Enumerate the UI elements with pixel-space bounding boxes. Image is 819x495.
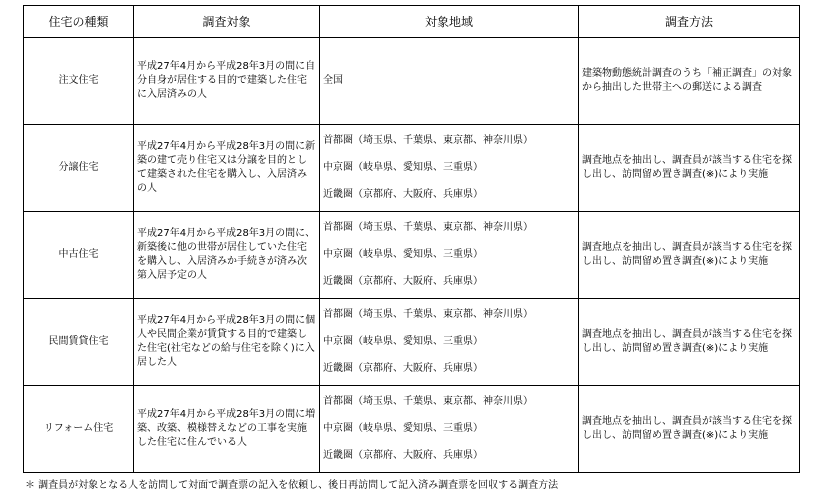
area-line: 中京圏（岐阜県、愛知県、三重県） (323, 423, 483, 434)
footnote: ＊ 調査員が対象となる人を訪問して対面で調査票の記入を依頼し、後日再訪問して記入済み調査票を回収する調査方法 (25, 480, 559, 491)
header-survey-target: 調査対象 (134, 6, 320, 38)
area-line: 中京圏（岐阜県、愛知県、三重県） (323, 336, 483, 347)
housing-type-cell: 中古住宅 (24, 212, 134, 299)
area-line: 中京圏（岐阜県、愛知県、三重県） (323, 249, 483, 260)
housing-type-cell: 分譲住宅 (24, 125, 134, 212)
survey-method-cell: 建築物動態統計調査のうち「補正調査」の対象から抽出した世帯主への郵送による調査 (579, 38, 800, 125)
survey-table (23, 5, 800, 473)
area-line: 近畿圏（京都府、大阪府、兵庫県） (323, 450, 483, 461)
survey-target-cell: 平成27年4月から平成28年3月の間に、新築後に他の世帯が居住していた住宅を購入し、入居済みか手続きが済み次第入居予定の人 (134, 212, 320, 299)
target-area-cell (320, 299, 579, 386)
survey-method-cell: 調査地点を抽出し、調査員が該当する住宅を探し出し、訪問留め置き調査(※)により実施 (579, 212, 800, 299)
table-row (24, 386, 800, 473)
survey-target-cell: 平成27年4月から平成28年3月の間に個人や民間企業が賃貸する目的で建築した住宅(社宅などの給与住宅を除く)に入居した人 (134, 299, 320, 386)
survey-method-cell: 調査地点を抽出し、調査員が該当する住宅を探し出し、訪問留め置き調査(※)により実施 (579, 125, 800, 212)
area-line: 首都圏（埼玉県、千葉県、東京都、神奈川県） (323, 135, 533, 146)
header-row (24, 6, 800, 38)
area-line: 近畿圏（京都府、大阪府、兵庫県） (323, 363, 483, 374)
target-area-cell (320, 125, 579, 212)
header-housing-type: 住宅の種類 (24, 6, 134, 38)
area-line: 近畿圏（京都府、大阪府、兵庫県） (323, 189, 483, 200)
table-row (24, 125, 800, 212)
survey-target-cell: 平成27年4月から平成28年3月の間に新築の建て売り住宅又は分譲を目的として建築された住宅を購入し、入居済みの人 (134, 125, 320, 212)
area-line: 首都圏（埼玉県、千葉県、東京都、神奈川県） (323, 396, 533, 407)
header-target-area: 対象地域 (320, 6, 579, 38)
target-area-cell (320, 38, 579, 125)
table-row (24, 38, 800, 125)
target-area-cell (320, 386, 579, 473)
target-area-cell (320, 212, 579, 299)
housing-type-cell: 注文住宅 (24, 38, 134, 125)
housing-type-cell: 民間賃貸住宅 (24, 299, 134, 386)
table-row (24, 212, 800, 299)
area-line: 首都圏（埼玉県、千葉県、東京都、神奈川県） (323, 222, 533, 233)
housing-type-cell: リフォーム住宅 (24, 386, 134, 473)
survey-target-cell: 平成27年4月から平成28年3月の間に増築、改築、模様替えなどの工事を実施した住宅に住んでいる人 (134, 386, 320, 473)
survey-method-cell: 調査地点を抽出し、調査員が該当する住宅を探し出し、訪問留め置き調査(※)により実施 (579, 299, 800, 386)
table-row (24, 299, 800, 386)
area-line: 中京圏（岐阜県、愛知県、三重県） (323, 162, 483, 173)
area-line: 全国 (323, 75, 343, 86)
survey-target-cell: 平成27年4月から平成28年3月の間に自分自身が居住する目的で建築した住宅に入居済みの人 (134, 38, 320, 125)
header-survey-method: 調査方法 (579, 6, 800, 38)
area-line: 首都圏（埼玉県、千葉県、東京都、神奈川県） (323, 309, 533, 320)
survey-method-cell: 調査地点を抽出し、調査員が該当する住宅を探し出し、訪問留め置き調査(※)により実施 (579, 386, 800, 473)
area-line: 近畿圏（京都府、大阪府、兵庫県） (323, 276, 483, 287)
